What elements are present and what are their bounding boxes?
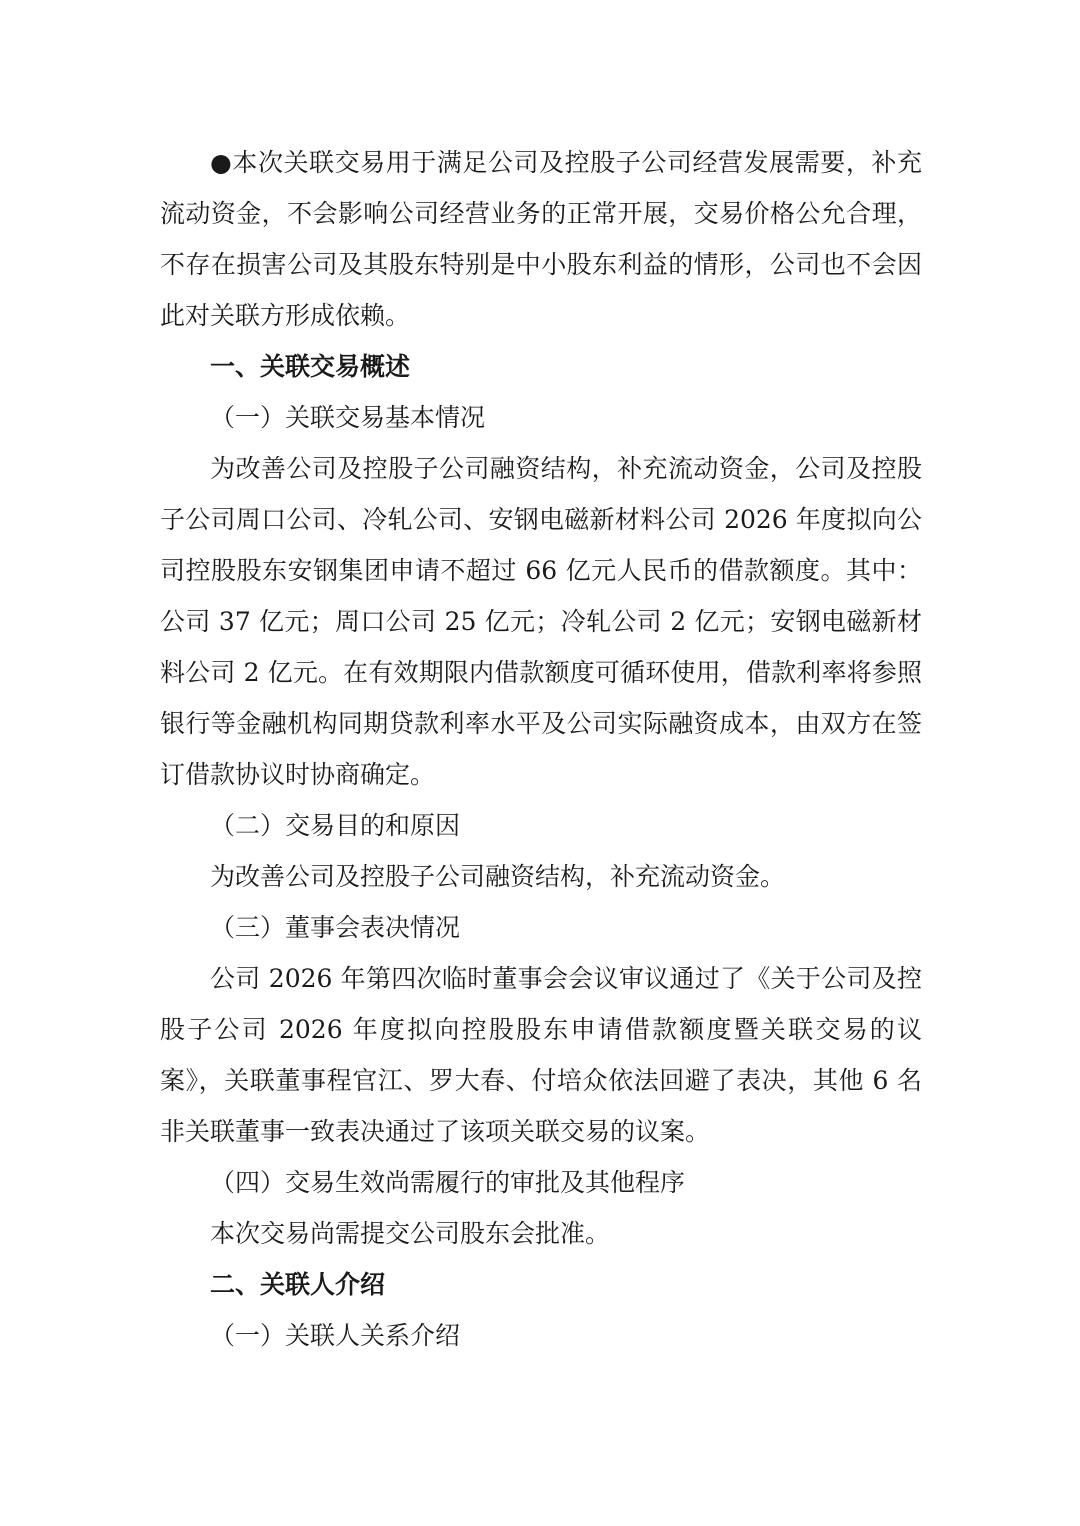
subsection-title-approval: （四）交易生效尚需履行的审批及其他程序 — [210, 1168, 686, 1197]
section-heading-overview: 一、关联交易概述 — [210, 352, 411, 381]
subsection-title-relationship: （一）关联人关系介绍 — [210, 1321, 461, 1350]
paragraph-approval: 本次交易尚需提交公司股东会批准。 — [210, 1219, 611, 1248]
subsection-title-basic-info: （一）关联交易基本情况 — [210, 403, 486, 432]
subsection-title-purpose: （二）交易目的和原因 — [210, 811, 461, 840]
paragraph-basic-info: 为改善公司及控股子公司融资结构，补充流动资金，公司及控股子公司周口公司、冷轧公司、安钢电磁新材料公司 2026 年度拟向公司控股股东安钢集团申请不超过 66 亿元人民币的借款额度。其中：公司 37 亿元；周口公司 25 亿元；冷轧公司 2 亿元；安钢电磁新材料公司 2 亿元。在有效期限内借款额度可循环使用，借款利率将参照银行等金融机构同期贷款利率水平及公司实际融资成本，由双方在签订借款协议时协商确定。 — [160, 454, 922, 789]
intro-paragraph: ●本次关联交易用于满足公司及控股子公司经营发展需要，补充流动资金，不会影响公司经营业务的正常开展，交易价格公允合理，不存在损害公司及其股东特别是中小股东利益的情形，公司也不会因此对关联方形成依赖。 — [160, 148, 922, 330]
subsection-title-board-vote: （三）董事会表决情况 — [210, 913, 461, 942]
paragraph-purpose: 为改善公司及控股子公司融资结构，补充流动资金。 — [210, 862, 786, 891]
section-heading-related-party: 二、关联人介绍 — [210, 1270, 386, 1299]
document-page — [160, 137, 922, 1361]
paragraph-board-vote: 公司 2026 年第四次临时董事会会议审议通过了《关于公司及控股子公司 2026 年度拟向控股股东申请借款额度暨关联交易的议案》，关联董事程官江、罗大春、付培众依法回避了表决，其他 6 名非关联董事一致表决通过了该项关联交易的议案。 — [160, 964, 922, 1146]
